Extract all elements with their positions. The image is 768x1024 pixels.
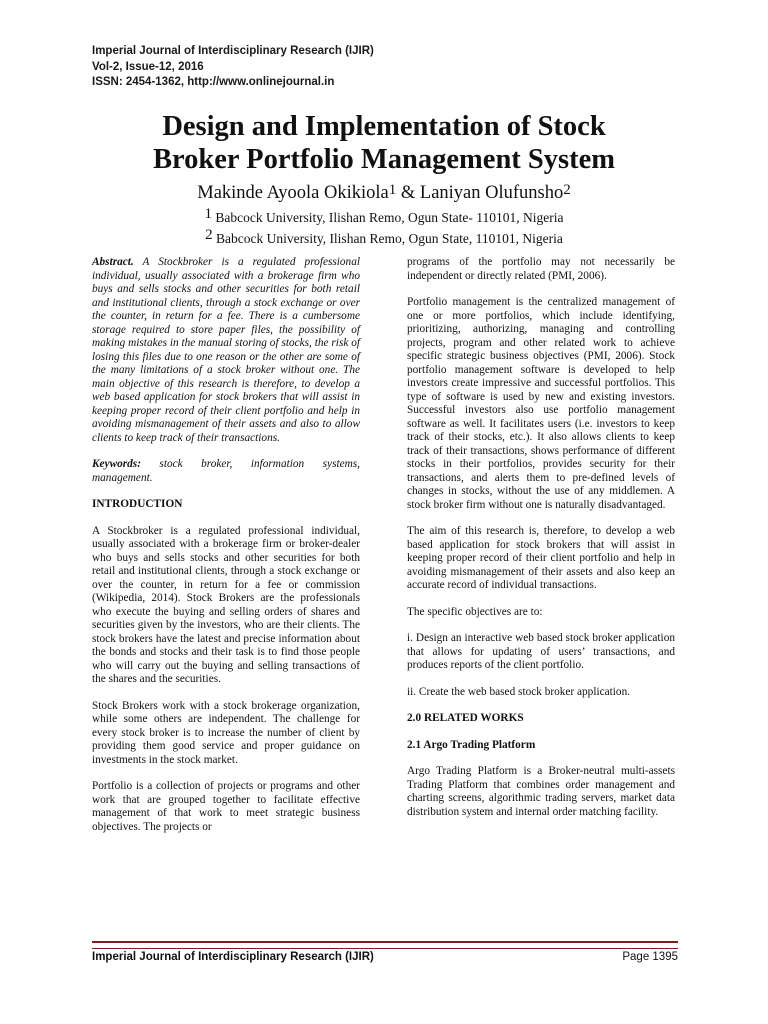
objective-2: ii. Create the web based stock broker application. [407,685,631,698]
footer-rule [92,941,678,949]
affiliation-1-text: Babcock University, Ilishan Remo, Ogun State- 110101, Nigeria [212,210,564,225]
introduction-paragraph-1: A Stockbroker is a regulated professional individual, usually associated with a brokerage firm or broker-dealer who buys and sells stocks and other securities for both retail and institutional clients, through a stock exchange or over the counter, in return for a fee or commission (Wikipedia, 2014). Stock Brokers are the professionals who execute the buying and selling orders of shares and securities given by the investors, who are their clients. The stock brokers have the latest and precise information about the bonds and stocks and their task is to find those people who will carry out the buying and selling transactions of the shares and the securities. [92,524,360,685]
affiliation-2 [60,226,708,248]
paper-title-line-1: Design and Implementation of Stock [162,111,606,142]
author-separator: & [396,183,420,203]
affiliation-1 [60,205,708,227]
abstract-label: Abstract. [92,256,134,268]
journal-name: Imperial Journal of Interdisciplinary Research (IJIR) [92,45,374,57]
left-column [92,256,360,847]
right-column [407,256,675,832]
right-paragraph-2: Portfolio management is the centralized management of one or more portfolios, which include identifying, prioritizing, authorizing, managing and controlling projects, program and other related work to achieve specific strategic business objectives (PMI, 2006). Stock portfolio management software is developed to help investors create impressive and successful portfolios. This type of software is used by new and existing investors. Successful investors also use portfolio management software as well. It facilitates users (i.e. investors to keep track of their stocks, etc.). It also allows clients to keep track of their transactions, shows performance of different stocks in their portfolios, provides security for their transactions, and alerts them to pre-defined levels of changes in stocks, without the use of any middlemen. A stock broker firm without one is naturally disadvantaged. [407,296,675,511]
paper-title [60,110,708,176]
paper-title-line-2: Broker Portfolio Management System [153,144,615,175]
journal-header [92,44,374,91]
affiliation-2-text: Babcock University, Ilishan Remo, Ogun State, 110101, Nigeria [212,231,563,246]
journal-volume: Vol-2, Issue-12, 2016 [92,60,204,73]
introduction-heading: INTRODUCTION [92,498,183,510]
keywords-label: Keywords: [92,458,141,470]
author-1-mark: 1 [388,182,397,198]
author-line [60,179,708,204]
journal-issn: ISSN: 2454-1362, http://www.onlinejournal.in [92,76,335,88]
affiliation-1-mark: 1 [204,206,213,222]
affiliation-2-mark: 2 [205,227,213,243]
argo-heading: 2.1 Argo Trading Platform [407,738,536,751]
related-works-heading: 2.0 RELATED WORKS [407,712,524,724]
right-paragraph-4: The specific objectives are to: [407,605,543,618]
footer-journal: Imperial Journal of Interdisciplinary Research (IJIR) [92,951,374,963]
introduction-paragraph-2: Stock Brokers work with a stock brokerage organization, while some others are independent. The challenge for every stock broker is to increase the number of client by providing them good service and proper guidance on investments in the stock market. [92,699,360,766]
author-2: Laniyan Olufunsho [419,183,564,203]
author-2-mark: 2 [563,182,571,198]
keywords [92,458,360,485]
argo-paragraph: Argo Trading Platform is a Broker-neutral multi-assets Trading Platform that combines order management and charting screens, algorithmic trading servers, market data distribution system and internal order matching facility. [407,765,675,818]
abstract-text: A Stockbroker is a regulated professional individual, usually associated with a brokerage firm who buys and sells stocks and other securities for both retail and institutional clients, through a stock exchange or over the counter, in return for a fee. There is a cumbersome storage required to store paper files, the possibility of making mistakes in the manual storing of stocks, the risk of losing this files due to one reason or the other are some of the many limitations of a stock broker without one. The main objective of this research is therefore, to develop a web based application for stock brokers that will assist in keeping proper record of their client portfolio and help in avoiding mismanagement of their assets and also to allow clients to keep track of their transactions. [92,256,360,444]
introduction-paragraph-3: Portfolio is a collection of projects or programs and other work that are grouped together to facilitate effective management of that work to meet strategic business objectives. The projects or [92,780,360,833]
keywords-text: stock broker, information systems, management. [92,458,360,484]
right-paragraph-3: The aim of this research is, therefore, to develop a web based application for stock brokers that will assist in keeping proper record of their client portfolio and help in avoiding mismanagement of their assets and also keep an accurate record of individual transactions. [407,525,675,591]
abstract [92,256,360,445]
right-paragraph-1: programs of the portfolio may not necessarily be independent or directly related (PMI, 2006). [407,256,675,282]
author-1: Makinde Ayoola Okikiola [197,183,389,203]
objective-1: i. Design an interactive web based stock broker application that allows for updating of users’ transactions, and produces reports of the client portfolio. [407,632,675,671]
page-number: Page 1395 [622,951,678,963]
